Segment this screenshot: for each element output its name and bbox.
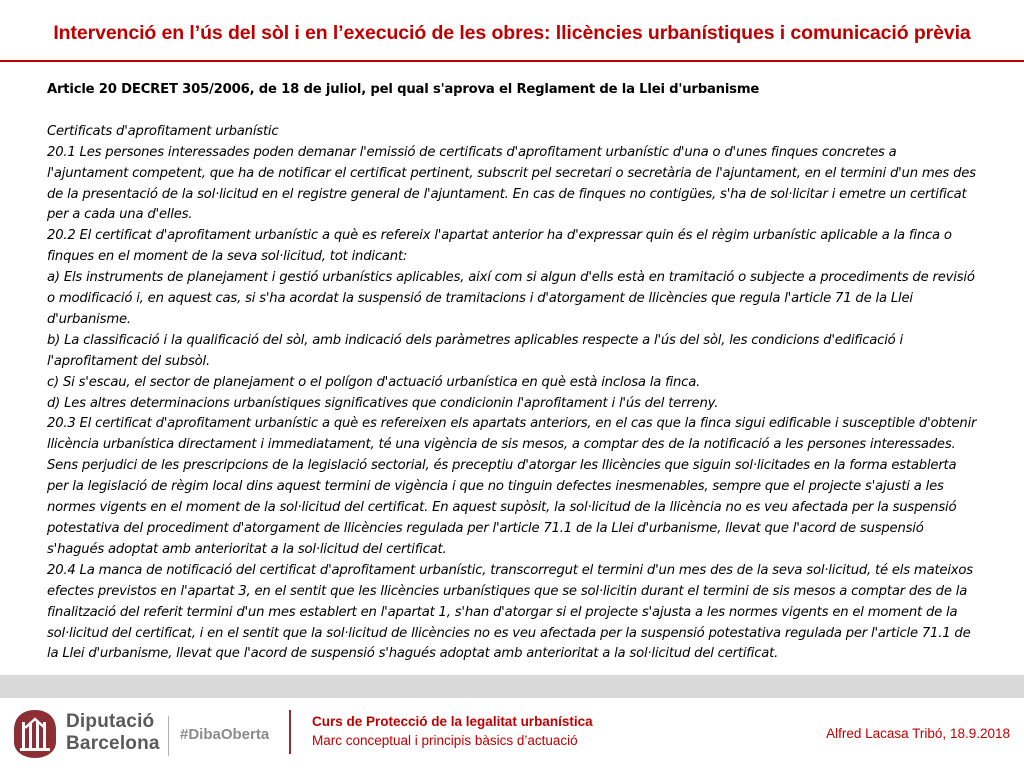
article-content [47,80,977,665]
course-info [312,712,593,750]
diputacio-shield-icon [10,708,60,760]
item-c: c) Si s'escau, el sector de planejament o el polígon d'actuació urbanística en què està inclosa la finca. [47,374,701,390]
logo-text [66,711,160,755]
item-b: b) La classificació i la qualificació del sòl, amb indicació dels paràmetres aplicables respecte a l'ús del sòl, les condicions d'edificació i l'aprofitament del subsòl. [47,332,903,369]
item-a: a) Els instruments de planejament i gestió urbanístics aplicables, així com si algun d'ells està en tramitació o subjecte a procediments de revisió o modificació i, en aquest cas, si s'ha acordat la suspensió de tramitacions i d'atorgament de llicències que regula l'article 71 de la Llei d'urbanisme. [47,270,975,327]
footer [0,698,1024,768]
section-subtitle: Certificats d'aprofitament urbanístic [47,123,279,139]
course-title: Curs de Protecció de la legalitat urbanística [312,714,593,729]
article-body [47,122,977,666]
page-title: Intervenció en l’ús del sòl i en l’execució de les obres: llicències urbanístiques i comunicació prèvia [53,22,971,44]
article-heading: Article 20 DECRET 305/2006, de 18 de juliol, pel qual s'aprova el Reglament de la Llei d'urbanisme [47,82,760,97]
course-subtitle: Marc conceptual i principis bàsics d’actuació [312,733,578,748]
paragraph-20-2: 20.2 El certificat d'aprofitament urbanístic a què es refereix l'apartat anterior ha d'expressar quin és el règim urbanístic aplicable a la finca o finques en el moment de la seva sol·licitud, tot indicant: [47,228,952,265]
footer-separator [289,710,291,754]
paragraph-20-3: 20.3 El certificat d'aprofitament urbanístic a què es refereixen els apartats anteriors, en el cas que la finca sigui edificable i susceptible d'obtenir llicència urbanística directament i immediatament, té una vigència de sis mesos, a comptar des de la notificació a les persones interessades. Sens perjudici de les prescripcions de la legislació sectorial, és preceptiu d'atorgar les llicències que siguin sol·licitades en la forma establerta per la legislació de règim local dins aquest termini de vigència i que no tinguin defectes inesmenables, sempre que el projecte s'ajusti a les normes vigents en el moment de la sol·licitud del certificat. En aquest supòsit, la sol·licitud de la llicència no es veu afectada per la suspensió potestativa del procediment d'atorgament de llicències regulada per l'article 71.1 de la Llei d'urbanisme, llevat que l'acord de suspensió s'hagués adoptat amb anterioritat a la sol·licitud del certificat. [47,416,977,557]
author-date: Alfred Lacasa Tribó, 18.9.2018 [826,726,1010,741]
logo-divider [168,716,169,756]
footer-band [0,675,1024,698]
hashtag-label: #DibaOberta [180,726,270,743]
logo-line2: Barcelona [66,733,160,754]
item-d: d) Les altres determinacions urbanístiques significatives que condicionin l'aprofitament i l'ús del terreny. [47,395,719,411]
paragraph-20-4: 20.4 La manca de notificació del certificat d'aprofitament urbanístic, transcorregut el termini d'un mes des de la seva sol·licitud, té els mateixos efectes previstos en l'apartat 3, en el sentit que les llicències urbanístiques que se sol·licitin durant el termini de sis mesos a comptar des de la finalització del referit termini d'un mes establert en l'apartat 1, s'han d'atorgar si el projecte s'ajusta a les normes vigents en el moment de la sol·licitud del certificat, i en el sentit que la sol·licitud de llicències no es veu afectada per la suspensió potestativa regulada per l'article 71.1 de la Llei d'urbanisme, llevat que l'acord de suspensió s'hagués adoptat amb anterioritat a la sol·licitud del certificat. [47,562,973,662]
paragraph-20-1: 20.1 Les persones interessades poden demanar l'emissió de certificats d'aprofitament urbanístic d'una o d'unes finques concretes a l'ajuntament competent, que ha de notificar el certificat pertinent, subscrit pel secretari o secretària de l'ajuntament, en el termini d'un mes des de la presentació de la sol·licitud en el registre general de l'ajuntament. En cas de finques no contigües, s'ha de sol·licitar i emetre un certificat per a cada una d'elles. [47,144,976,223]
logo-line1: Diputació [66,711,155,732]
title-divider [0,60,1024,62]
